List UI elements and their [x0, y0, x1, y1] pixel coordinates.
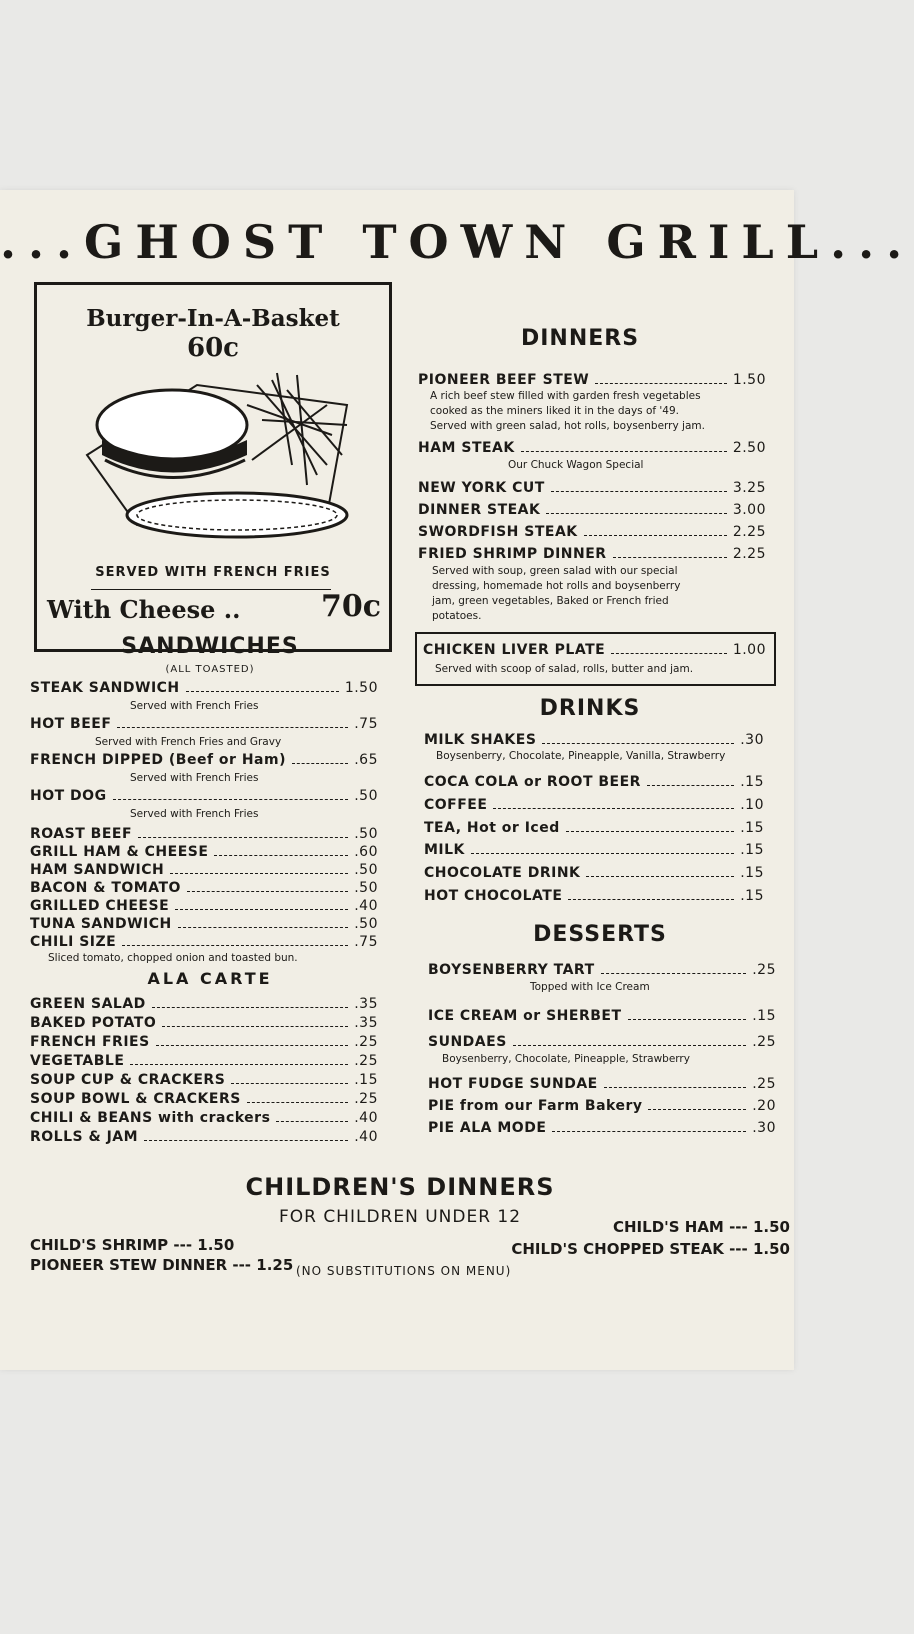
item-note: Served with soup, green salad with our special	[432, 565, 678, 577]
ala-carte-heading: ALA CARTE	[147, 969, 273, 988]
burger-served-note: SERVED WITH FRENCH FRIES	[95, 565, 331, 580]
menu-item: GRILL HAM & CHEESE .60	[30, 844, 378, 860]
menu-item: CHILI & BEANS with crackers .40	[30, 1110, 378, 1126]
menu-item: BACON & TOMATO .50	[30, 880, 378, 896]
menu-item: TUNA SANDWICH .50	[30, 916, 378, 932]
menu-sheet	[0, 190, 914, 1370]
item-note: potatoes.	[432, 610, 482, 622]
menu-item: GRILLED CHEESE .40	[30, 898, 378, 914]
menu-item: HAM SANDWICH .50	[30, 862, 378, 878]
menu-title: ...GHOST TOWN GRILL...	[0, 215, 914, 269]
menu-item: HOT DOG .50	[30, 788, 378, 804]
drinks-heading: DRINKS	[539, 696, 641, 721]
item-note: Served with French Fries	[130, 772, 259, 784]
menu-item: DINNER STEAK 3.00	[418, 502, 766, 518]
menu-item: HOT CHOCOLATE .15	[424, 888, 764, 904]
item-note: A rich beef stew filled with garden fresh vegetables	[430, 390, 701, 402]
burger-name: Burger-In-A-Basket	[86, 305, 340, 332]
childrens-dinners-heading: CHILDREN'S DINNERS	[245, 1173, 555, 1201]
menu-item: CHILI SIZE .75	[30, 934, 378, 950]
menu-item: SWORDFISH STEAK 2.25	[418, 524, 766, 540]
menu-item: BAKED POTATO .35	[30, 1015, 378, 1031]
menu-item: ICE CREAM or SHERBET .15	[428, 1008, 776, 1024]
cheese-price: 70c	[320, 589, 381, 624]
menu-item: COFFEE .10	[424, 797, 764, 813]
menu-item: ROAST BEEF .50	[30, 826, 378, 842]
item-note: dressing, homemade hot rolls and boysenberry	[432, 580, 681, 592]
menu-item: TEA, Hot or Iced .15	[424, 820, 764, 836]
menu-item: GREEN SALAD .35	[30, 996, 378, 1012]
menu-item: PIE ALA MODE .30	[428, 1120, 776, 1136]
child-item: CHILD'S SHRIMP --- 1.50	[30, 1236, 235, 1254]
item-note: Served with French Fries and Gravy	[95, 736, 282, 748]
childrens-subheading: FOR CHILDREN UNDER 12	[278, 1207, 522, 1227]
menu-item: PIE from our Farm Bakery .20	[428, 1098, 776, 1114]
menu-item: ROLLS & JAM .40	[30, 1129, 378, 1145]
menu-item: NEW YORK CUT 3.25	[418, 480, 766, 496]
menu-item: MILK SHAKES .30	[424, 732, 764, 748]
menu-item: FRENCH DIPPED (Beef or Ham) .65	[30, 752, 378, 768]
divider	[91, 589, 331, 590]
dinners-heading: DINNERS	[520, 326, 640, 351]
menu-item: STEAK SANDWICH 1.50	[30, 680, 378, 696]
burger-feature-box	[34, 282, 392, 652]
item-note: Served with green salad, hot rolls, boysenberry jam.	[430, 420, 705, 432]
menu-item: CHOCOLATE DRINK .15	[424, 865, 764, 881]
menu-item: HOT BEEF .75	[30, 716, 378, 732]
item-note: Sliced tomato, chopped onion and toasted bun.	[48, 952, 298, 964]
child-item: CHILD'S CHOPPED STEAK --- 1.50	[511, 1240, 790, 1258]
cheese-label: With Cheese ..	[47, 595, 241, 624]
menu-item: FRENCH FRIES .25	[30, 1034, 378, 1050]
child-item: CHILD'S HAM --- 1.50	[613, 1218, 790, 1236]
burger-basket-illustration	[77, 365, 357, 545]
desserts-heading: DESSERTS	[533, 922, 667, 947]
menu-item: FRIED SHRIMP DINNER 2.25	[418, 546, 766, 562]
item-note: Boysenberry, Chocolate, Pineapple, Vanilla, Strawberry	[436, 750, 726, 762]
sandwiches-heading: SANDWICHES	[121, 634, 299, 659]
menu-item: SOUP CUP & CRACKERS .15	[30, 1072, 378, 1088]
item-note: Served with French Fries	[130, 808, 259, 820]
item-note: Boysenberry, Chocolate, Pineapple, Strawberry	[442, 1053, 690, 1065]
menu-item: SUNDAES .25	[428, 1034, 776, 1050]
menu-item: HAM STEAK 2.50	[418, 440, 766, 456]
chicken-liver-box	[415, 632, 776, 686]
menu-item: SOUP BOWL & CRACKERS .25	[30, 1091, 378, 1107]
item-note: cooked as the miners liked it in the days of '49.	[430, 405, 680, 417]
menu-item: VEGETABLE .25	[30, 1053, 378, 1069]
menu-item: COCA COLA or ROOT BEER .15	[424, 774, 764, 790]
no-substitutions-note: (NO SUBSTITUTIONS ON MENU)	[296, 1264, 512, 1278]
menu-item: MILK .15	[424, 842, 764, 858]
item-note: jam, green vegetables, Baked or French fried	[432, 595, 669, 607]
menu-item: BOYSENBERRY TART .25	[428, 962, 776, 978]
menu-item: CHICKEN LIVER PLATE 1.00	[423, 642, 766, 658]
sandwiches-subheading: (ALL TOASTED)	[165, 664, 255, 675]
item-note: Topped with Ice Cream	[530, 981, 650, 993]
menu-item: HOT FUDGE SUNDAE .25	[428, 1076, 776, 1092]
item-note: Served with scoop of salad, rolls, butter and jam.	[435, 663, 694, 675]
burger-price: 60c	[186, 333, 239, 363]
item-note: Our Chuck Wagon Special	[508, 459, 644, 471]
child-item: PIONEER STEW DINNER --- 1.25	[30, 1256, 294, 1274]
item-note: Served with French Fries	[130, 700, 259, 712]
menu-item: PIONEER BEEF STEW 1.50	[418, 372, 766, 388]
